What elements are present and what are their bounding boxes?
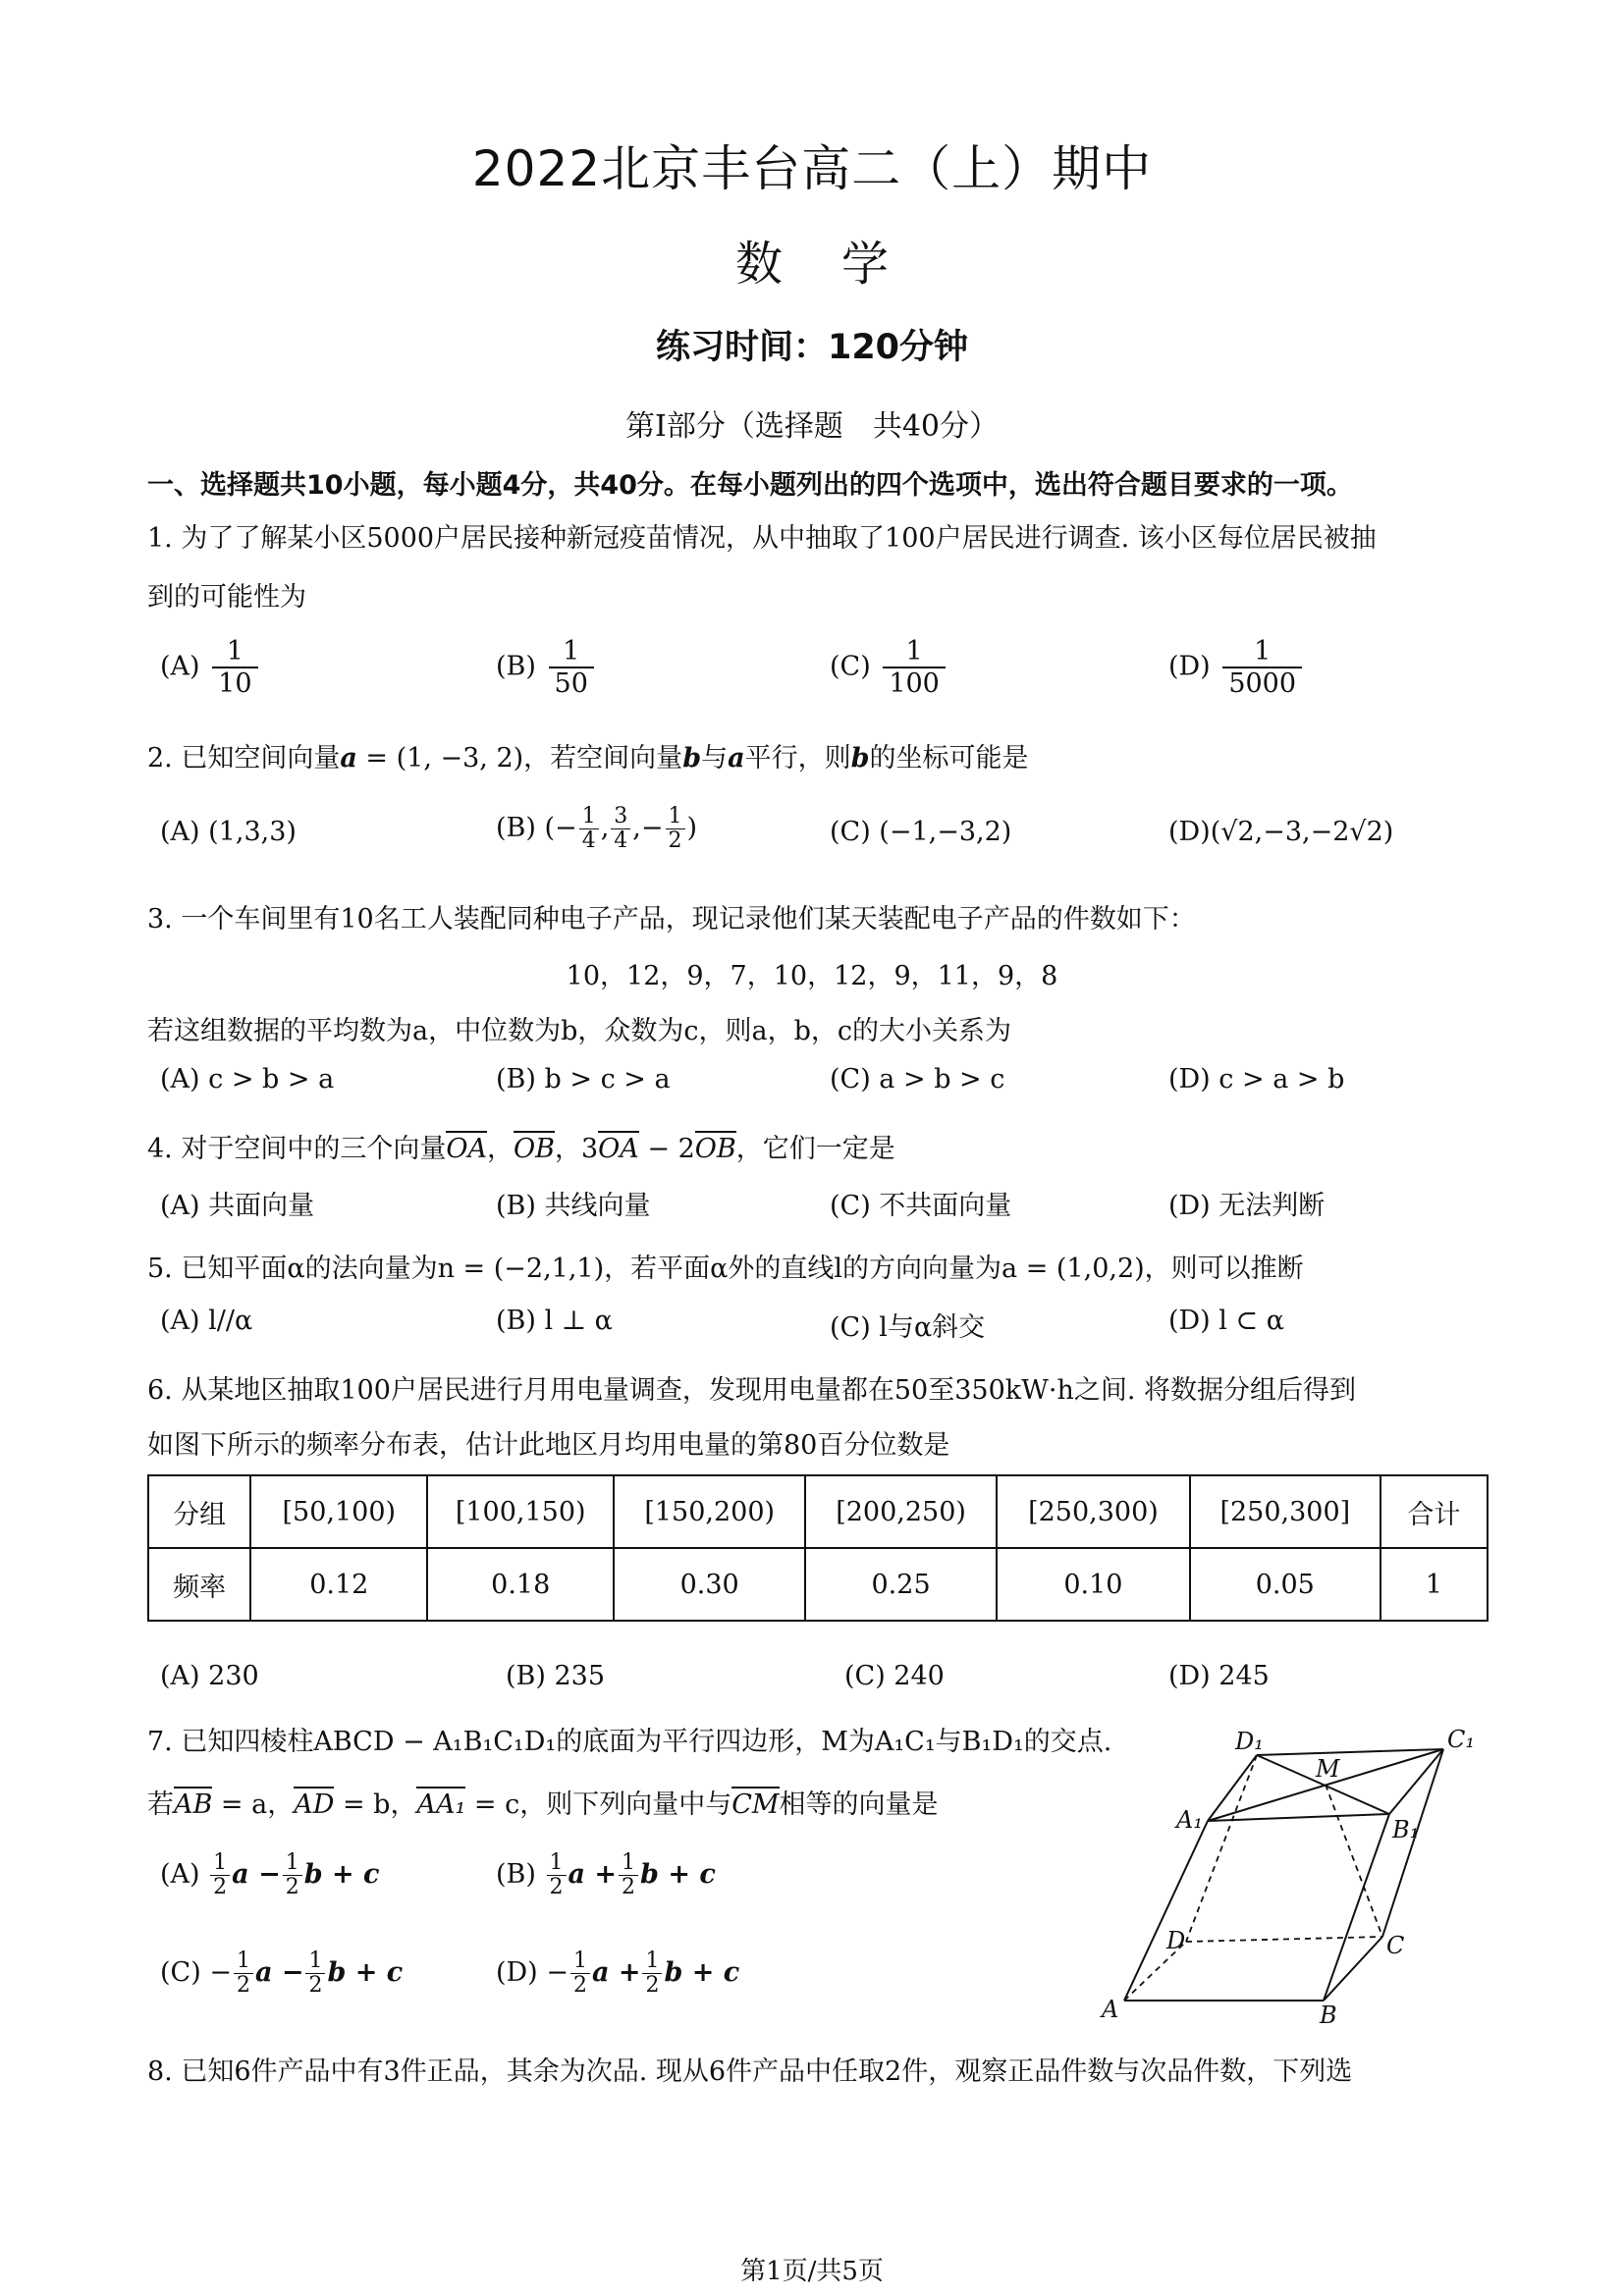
denominator: 5000 (1228, 668, 1297, 700)
vector-ob: OB (695, 1131, 736, 1164)
table-row (148, 1475, 1488, 1548)
fraction (570, 1949, 590, 1998)
numerator: 1 (579, 805, 599, 829)
table-cell: 0.18 (427, 1548, 614, 1621)
q7-text-part: 若 (147, 1789, 174, 1820)
q2-option-a: (A) (1,3,3) (160, 817, 297, 847)
fraction (1222, 636, 1302, 699)
term: a + (591, 1957, 641, 1989)
q3-data: 10，12，9，7，10，12，9，11，9，8 (566, 961, 1058, 991)
denominator: 10 (218, 668, 252, 700)
table-cell: 0.05 (1190, 1548, 1380, 1621)
numerator: 1 (212, 636, 257, 668)
q6-option-b: (B) 235 (506, 1661, 606, 1691)
fraction (611, 805, 630, 853)
numerator: 1 (549, 636, 594, 668)
denominator: 2 (236, 1973, 250, 1999)
fraction (234, 1949, 253, 1998)
numerator: 1 (570, 1949, 590, 1974)
term: a + (568, 1859, 618, 1891)
table-cell: [100,150) (427, 1475, 614, 1548)
fraction (579, 805, 599, 853)
option-label: (B) (496, 651, 536, 682)
denominator: 2 (213, 1875, 228, 1900)
fraction (666, 805, 685, 853)
table-row (148, 1548, 1488, 1621)
q6-text-line1: 6. 从某地区抽取100户居民进行月用电量调查，发现用电量都在50至350kW·h之间. 将数据分组后得到 (147, 1375, 1357, 1406)
vector-aa1: AA₁ (416, 1787, 465, 1820)
fraction (549, 636, 594, 699)
option-label: (B) (496, 813, 536, 844)
vector-ad: AD (294, 1787, 334, 1820)
numerator: 1 (666, 805, 685, 829)
q2-text-part: 平行，则 (744, 743, 851, 774)
q7-text-line1: 7. 已知四棱柱ABCD − A₁B₁C₁D₁的底面为平行四边形，M为A₁C₁与B₁D₁的交点. (147, 1727, 1112, 1757)
table-cell: 0.30 (614, 1548, 805, 1621)
q2-text-part: 的坐标可能是 (869, 743, 1029, 774)
separator: ,− (632, 813, 664, 844)
vector-b: b (682, 743, 702, 774)
fraction (305, 1949, 325, 1998)
numerator: 1 (234, 1949, 253, 1974)
q7-text-line2 (147, 1783, 939, 1821)
q2-option-d: (D)(√2,−3,−2√2) (1168, 817, 1394, 847)
option-label: (A) (160, 1859, 200, 1891)
frequency-table (147, 1474, 1489, 1622)
part-heading: 第I部分（选择题 共40分） (624, 409, 1000, 444)
q4-option-b: (B) 共线向量 (496, 1191, 651, 1221)
q4-option-a: (A) 共面向量 (160, 1191, 315, 1221)
edge-d1a1 (1208, 1755, 1257, 1821)
numerator: 3 (611, 805, 630, 829)
denominator: 2 (549, 1875, 564, 1900)
numerator: 1 (210, 1851, 230, 1876)
table-cell: [150,200) (614, 1475, 805, 1548)
fraction (210, 1851, 230, 1899)
numerator: 1 (1222, 636, 1302, 668)
edge-d1c1 (1257, 1749, 1443, 1755)
denominator: 2 (668, 828, 682, 854)
denominator: 2 (308, 1973, 323, 1999)
q5-option-c: (C) l与α斜交 (830, 1312, 986, 1343)
option-label: (C) (830, 651, 871, 682)
table-cell: [50,100) (250, 1475, 427, 1548)
q7-text-part: = b， (334, 1789, 417, 1820)
q4-option-d: (D) 无法判断 (1168, 1191, 1326, 1221)
q7-text-part: = a， (212, 1789, 295, 1820)
label-b: B (1320, 2002, 1337, 2029)
q6-option-c: (C) 240 (844, 1661, 945, 1691)
q2-text-part: = (1, −3, 2)，若空间向量 (356, 743, 683, 774)
option-label: (D) (496, 1957, 538, 1989)
q4-text (147, 1127, 895, 1165)
vector-oa: OA (446, 1131, 487, 1164)
denominator: 2 (645, 1973, 660, 1999)
q7-option-a (160, 1851, 379, 1899)
q7-option-d (496, 1949, 739, 1998)
q4-text-part: 4. 对于空间中的三个向量 (147, 1134, 447, 1164)
vector-b: b (850, 743, 870, 774)
section-heading: 一、选择题共10小题，每小题4分，共40分。在每小题列出的四个选项中，选出符合题目要求的一项。 (147, 470, 1353, 501)
table-cell: 0.12 (250, 1548, 427, 1621)
fraction (642, 1949, 662, 1998)
table-cell: [200,250) (805, 1475, 997, 1548)
q7-option-b (496, 1851, 716, 1899)
separator: ， (486, 1134, 514, 1164)
page-number: 第1页/共5页 (740, 2257, 884, 2286)
term: b + c (664, 1957, 740, 1989)
label-a: A (1102, 1996, 1119, 2023)
fraction (283, 1851, 302, 1899)
denominator: 50 (554, 668, 588, 700)
q4-text-part: ，它们一定是 (735, 1134, 895, 1164)
edge-c1b1 (1389, 1749, 1443, 1814)
fraction (883, 636, 946, 699)
paren: ) (686, 813, 698, 844)
edge-b1b (1324, 1814, 1389, 2001)
term: a − (254, 1957, 304, 1989)
q3-option-d: (D) c > a > b (1168, 1064, 1345, 1095)
numerator: 1 (283, 1851, 302, 1876)
term: b + c (303, 1859, 380, 1891)
fraction (212, 636, 257, 699)
edge-a1b1 (1208, 1814, 1389, 1821)
vector-oa: OA (598, 1131, 639, 1164)
vector-cm: CM (731, 1787, 779, 1820)
q2-text-part: 与 (701, 743, 729, 774)
q2-text (147, 736, 1028, 774)
q3-text-line3: 若这组数据的平均数为a，中位数为b，众数为c，则a，b，c的大小关系为 (147, 1016, 1012, 1046)
table-cell: 合计 (1380, 1475, 1488, 1548)
term: b + c (640, 1859, 716, 1891)
numerator: 1 (883, 636, 946, 668)
q5-text: 5. 已知平面α的法向量为n = (−2,1,1)，若平面α外的直线l的方向向量为a = (1,0,2)，则可以推断 (147, 1254, 1304, 1284)
q5-option-a: (A) l//α (160, 1306, 253, 1336)
sign: − (209, 1957, 232, 1989)
q1-text-line1: 1. 为了了解某小区5000户居民接种新冠疫苗情况，从中抽取了100户居民进行调查. 该小区每位居民被抽 (147, 523, 1377, 554)
label-a1: A₁ (1176, 1806, 1203, 1834)
q6-option-a: (A) 230 (160, 1661, 259, 1691)
numerator: 1 (305, 1949, 325, 1974)
term: b + c (327, 1957, 404, 1989)
vector-ob: OB (514, 1131, 555, 1164)
denominator: 2 (572, 1973, 587, 1999)
q3-text-line1: 3. 一个车间里有10名工人装配同种电子产品，现记录他们某天装配电子产品的件数如下： (147, 904, 1196, 934)
q7-text-part: = c，则下列向量中与 (465, 1789, 732, 1820)
option-label: (B) (496, 1859, 536, 1891)
paren: (− (544, 813, 577, 844)
denominator: 2 (285, 1875, 299, 1900)
q3-option-c: (C) a > b > c (830, 1064, 1005, 1095)
option-label: (A) (160, 651, 200, 682)
label-d1: D₁ (1235, 1728, 1264, 1755)
label-c1: C₁ (1447, 1728, 1475, 1753)
table-cell: [250,300) (997, 1475, 1190, 1548)
q1-option-b (496, 636, 598, 699)
denominator: 4 (614, 828, 628, 854)
table-cell: 1 (1380, 1548, 1488, 1621)
label-b1: B₁ (1392, 1816, 1420, 1843)
q2-option-c: (C) (−1,−3,2) (830, 817, 1012, 847)
prism-figure (1080, 1728, 1492, 2032)
fraction (619, 1851, 638, 1899)
q5-option-d: (D) l ⊂ α (1168, 1306, 1284, 1336)
q2-text-part: 2. 已知空间向量 (147, 743, 341, 774)
page-title: 2022北京丰台高二（上）期中 (471, 140, 1153, 197)
q1-option-d (1168, 636, 1306, 699)
q7-option-c (160, 1949, 403, 1998)
vector-ab: AB (174, 1787, 212, 1820)
label-d: D (1166, 1927, 1186, 1954)
separator: , (600, 813, 610, 844)
numerator: 1 (619, 1851, 638, 1876)
edge-d1d (1186, 1755, 1257, 1942)
q1-option-c (830, 636, 949, 699)
vector-a: a (728, 743, 745, 774)
q6-option-d: (D) 245 (1168, 1661, 1270, 1691)
q8-text: 8. 已知6件产品中有3件正品，其余为次品. 现从6件产品中任取2件，观察正品件数与次品件数，下列选 (147, 2056, 1353, 2087)
option-label: (D) (1168, 651, 1211, 682)
table-cell: 分组 (148, 1475, 250, 1548)
q3-option-b: (B) b > c > a (496, 1064, 671, 1095)
sign: − (546, 1957, 568, 1989)
q2-option-b (496, 805, 697, 853)
fraction (547, 1851, 567, 1899)
table-cell: 0.25 (805, 1548, 997, 1621)
exam-time: 练习时间：120分钟 (655, 328, 969, 367)
q4-option-c: (C) 不共面向量 (830, 1191, 1012, 1221)
q7-text-part: 相等的向量是 (779, 1789, 939, 1820)
q6-text-line2: 如图下所示的频率分布表，估计此地区月均用电量的第80百分位数是 (147, 1430, 950, 1461)
term: a − (232, 1859, 281, 1891)
separator: ，3 (554, 1134, 599, 1164)
vector-a: a (340, 743, 357, 774)
q1-text-line2: 到的可能性为 (147, 582, 306, 613)
denominator: 2 (622, 1875, 636, 1900)
numerator: 1 (547, 1851, 567, 1876)
edge-bc (1324, 1937, 1382, 2001)
edge-dc (1186, 1937, 1382, 1942)
denominator: 100 (889, 668, 940, 700)
table-cell: [250,300] (1190, 1475, 1380, 1548)
label-m: M (1316, 1755, 1340, 1783)
subject-title: 数学 (734, 237, 947, 292)
option-label: (C) (160, 1957, 201, 1989)
table-cell: 频率 (148, 1548, 250, 1621)
denominator: 4 (581, 828, 596, 854)
edge-a1a (1124, 1821, 1208, 2001)
q1-option-a (160, 636, 262, 699)
numerator: 1 (642, 1949, 662, 1974)
table-cell: 0.10 (997, 1548, 1190, 1621)
label-c: C (1386, 1932, 1405, 1959)
q5-option-b: (B) l ⊥ α (496, 1306, 613, 1336)
q3-option-a: (A) c > b > a (160, 1064, 335, 1095)
operator: − 2 (638, 1134, 695, 1164)
